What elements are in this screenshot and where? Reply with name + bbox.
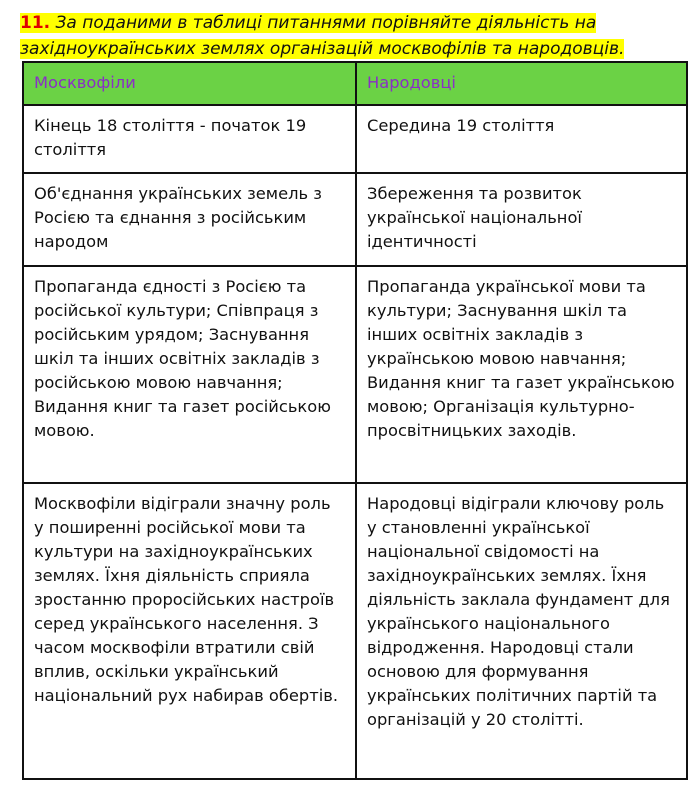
task-line2: західноукраїнських землях організацій москвофілів та народовців. — [20, 39, 625, 59]
table-cell: Москвофіли відіграли значну роль у поширенні російської мови та культури на західноукраїнських землях. Їхня діяльність сприяла зростанню проросійських настроїв серед українського населення. З часом москвофіли втратили свій вплив, оскільки український національний рух набирав обертів. — [23, 483, 356, 779]
table-cell: Кінець 18 століття - початок 19 століття — [23, 105, 356, 173]
table-cell: Середина 19 століття — [356, 105, 687, 173]
table-cell: Збереження та розвиток української національної ідентичності — [356, 173, 687, 266]
table-header-row — [23, 62, 687, 105]
header-moskvofily: Москвофіли — [23, 62, 356, 105]
table-row — [23, 483, 687, 779]
task-number: 11. — [20, 13, 51, 33]
task-line1: За поданими в таблиці питаннями порівняйте діяльність на — [55, 13, 597, 33]
table-row — [23, 105, 687, 173]
table-cell: Пропаганда української мови та культури; Заснування шкіл та інших освітніх закладів з українською мовою навчання; Видання книг та газет українською мовою; Організація культурно-просвітницьких заходів. — [356, 266, 687, 483]
header-narodovtsi: Народовці — [356, 62, 687, 105]
comparison-table — [22, 61, 688, 780]
table-cell: Об'єднання українських земель з Росією та єднання з російським народом — [23, 173, 356, 266]
table-cell: Пропаганда єдності з Росією та російської культури; Співпраця з російським урядом; Заснування шкіл та інших освітніх закладів з російською мовою навчання; Видання книг та газет російською мовою. — [23, 266, 356, 483]
task-title — [20, 10, 690, 62]
table-row — [23, 266, 687, 483]
table-cell: Народовці відіграли ключову роль у становленні української національної свідомості на західноукраїнських землях. Їхня діяльність заклала фундамент для українського національного відродження. Народовці стали основою для формування українських політичних партій та організацій у 20 столітті. — [356, 483, 687, 779]
table-row — [23, 173, 687, 266]
